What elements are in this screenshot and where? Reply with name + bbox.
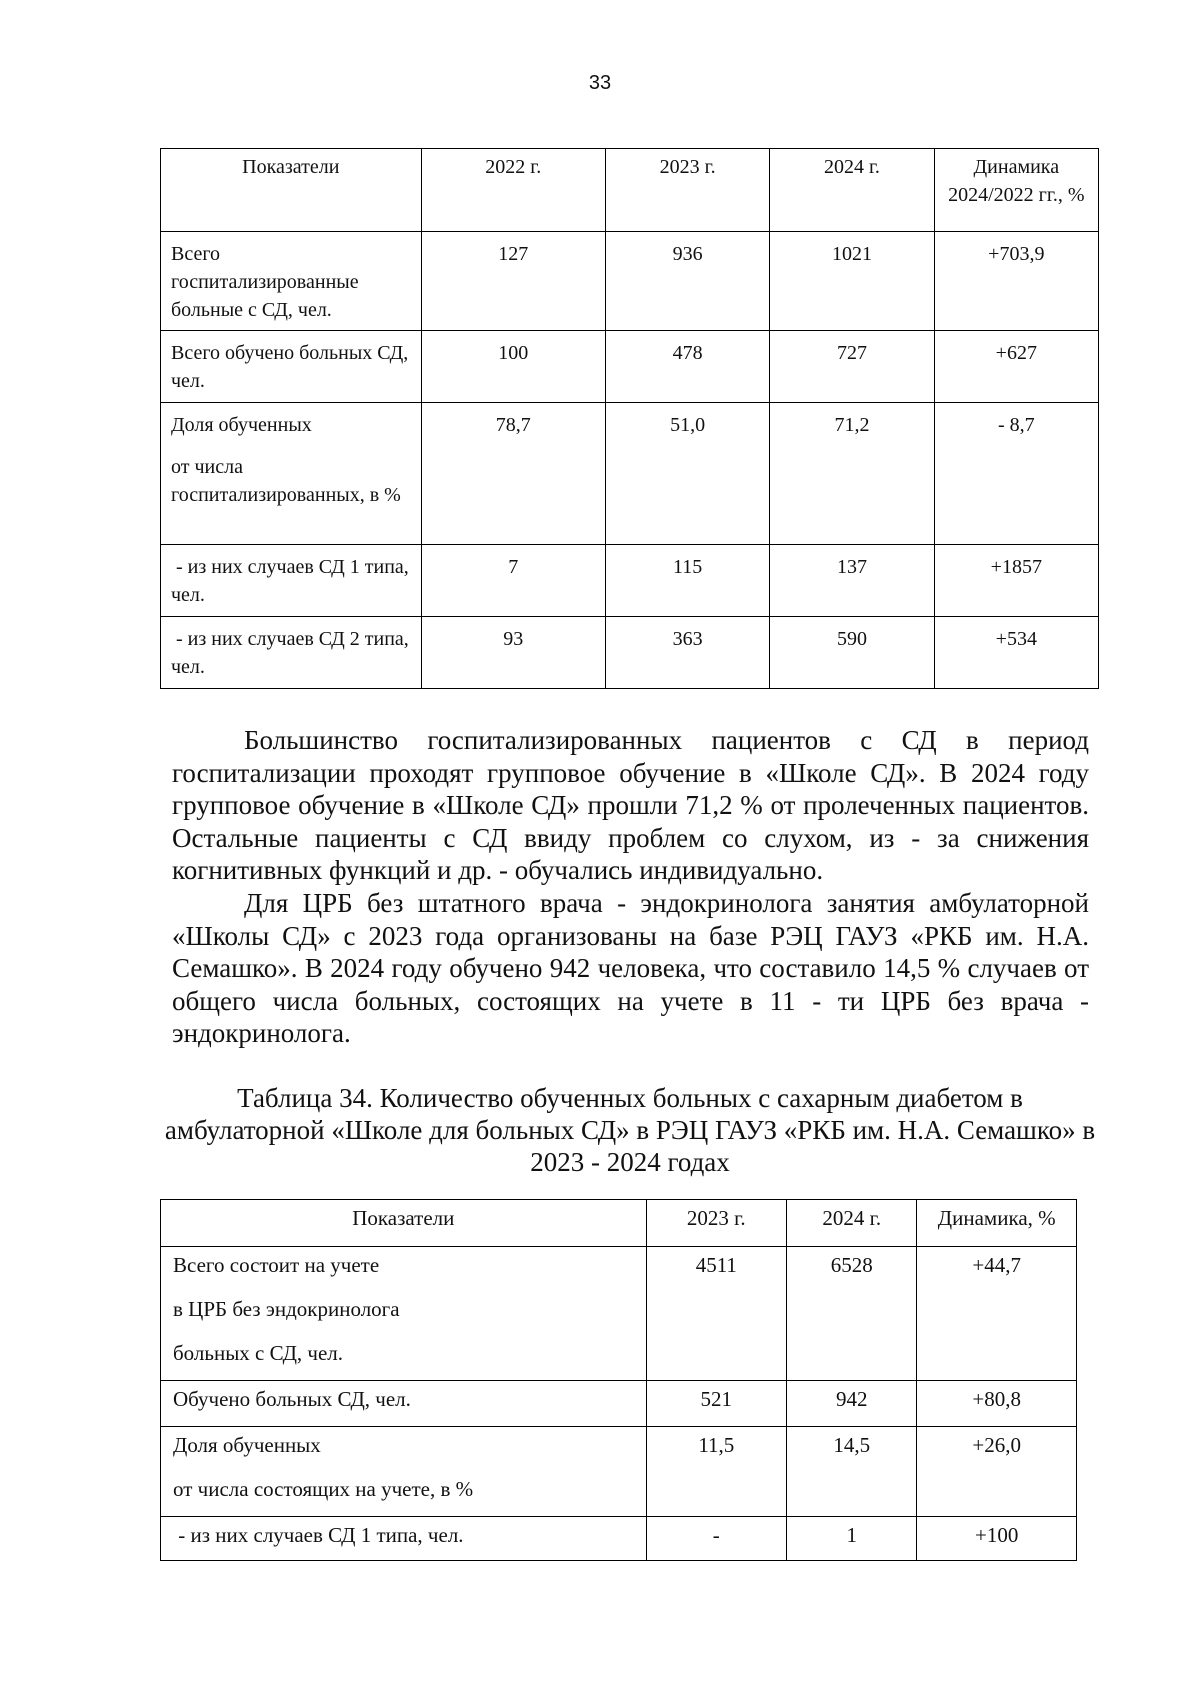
cell-value: 478 (605, 331, 769, 403)
table-row (161, 617, 1099, 689)
table-caption: Таблица 34. Количество обученных больных с сахарным диабетом в амбулаторной «Школе для больных СД» в РЭЦ ГАУЗ «РКБ им. Н.А. Семашко» в 2023 - 2024 годах (164, 1083, 1096, 1177)
cell-value: 78,7 (421, 403, 605, 545)
table-header-row (161, 1200, 1077, 1247)
row-label: Всего обучено больных СД, чел. (161, 331, 422, 403)
body-paragraph: Для ЦРБ без штатного врача - эндокринолога занятия амбулаторной «Школы СД» с 2023 года организованы на базе РЭЦ ГАУЗ «РКБ им. Н.А. Семашко». В 2024 году обучено 942 человека, что составило 14,5 % случаев от общего числа больных, состоящих на учете в 11 - ти ЦРБ без врача - эндокринолога. (172, 888, 1089, 1048)
cell-value: 363 (605, 617, 769, 689)
cell-value: 590 (770, 617, 934, 689)
cell-value: 137 (770, 545, 934, 617)
cell-value: 71,2 (770, 403, 934, 545)
table-row (161, 545, 1099, 617)
cell-value: - (646, 1517, 786, 1561)
cell-value: 521 (646, 1381, 786, 1427)
row-label: Всего госпитализированные больные с СД, чел. (161, 232, 422, 331)
cell-value: 6528 (787, 1247, 917, 1381)
table-outpatient-school (160, 1199, 1077, 1561)
cell-value: 100 (421, 331, 605, 403)
cell-value: +534 (934, 617, 1098, 689)
header-cell: 2022 г. (421, 149, 605, 232)
row-label: - из них случаев СД 1 типа, чел. (161, 545, 422, 617)
row-label: - из них случаев СД 1 типа, чел. (161, 1517, 647, 1561)
cell-value: 14,5 (787, 1427, 917, 1517)
table-header-row (161, 149, 1099, 232)
header-cell: Динамика 2024/2022 гг., % (934, 149, 1098, 232)
cell-value: +100 (917, 1517, 1077, 1561)
header-cell: 2023 г. (646, 1200, 786, 1247)
cell-value: 727 (770, 331, 934, 403)
page-number: 33 (588, 72, 612, 94)
table-row (161, 232, 1099, 331)
table-row (161, 1381, 1077, 1427)
cell-value: +627 (934, 331, 1098, 403)
cell-value: 4511 (646, 1247, 786, 1381)
table-row (161, 1247, 1077, 1381)
row-label: Доля обученных от числа состоящих на учете, в % (161, 1427, 647, 1517)
table-row (161, 331, 1099, 403)
cell-value: 127 (421, 232, 605, 331)
cell-value: 115 (605, 545, 769, 617)
cell-value: 936 (605, 232, 769, 331)
table-hospital-training (160, 148, 1099, 689)
table-row (161, 1427, 1077, 1517)
cell-value: 1 (787, 1517, 917, 1561)
row-label: - из них случаев СД 2 типа, чел. (161, 617, 422, 689)
cell-value: +1857 (934, 545, 1098, 617)
table-row (161, 403, 1099, 545)
row-label: Обучено больных СД, чел. (161, 1381, 647, 1427)
cell-value: 1021 (770, 232, 934, 331)
header-cell: 2024 г. (787, 1200, 917, 1247)
header-cell: Динамика, % (917, 1200, 1077, 1247)
cell-value: 51,0 (605, 403, 769, 545)
cell-value: 942 (787, 1381, 917, 1427)
row-label: Всего состоит на учете в ЦРБ без эндокринолога больных с СД, чел. (161, 1247, 647, 1381)
cell-value: +44,7 (917, 1247, 1077, 1381)
cell-value: +703,9 (934, 232, 1098, 331)
header-cell: 2024 г. (770, 149, 934, 232)
header-cell: Показатели (161, 149, 422, 232)
cell-value: +80,8 (917, 1381, 1077, 1427)
cell-value: - 8,7 (934, 403, 1098, 545)
table-row (161, 1517, 1077, 1561)
cell-value: +26,0 (917, 1427, 1077, 1517)
cell-value: 7 (421, 545, 605, 617)
cell-value: 93 (421, 617, 605, 689)
header-cell: Показатели (161, 1200, 647, 1247)
row-label: Доля обученных от числа госпитализированных, в % (161, 403, 422, 545)
cell-value: 11,5 (646, 1427, 786, 1517)
body-paragraph: Большинство госпитализированных пациентов с СД в период госпитализации проходят групповое обучение в «Школе СД». В 2024 году групповое обучение в «Школе СД» прошли 71,2 % от пролеченных пациентов. Остальные пациенты с СД ввиду проблем со слухом, из - за снижения когнитивных функций и др. - обучались индивидуально. (172, 725, 1089, 885)
header-cell: 2023 г. (605, 149, 769, 232)
